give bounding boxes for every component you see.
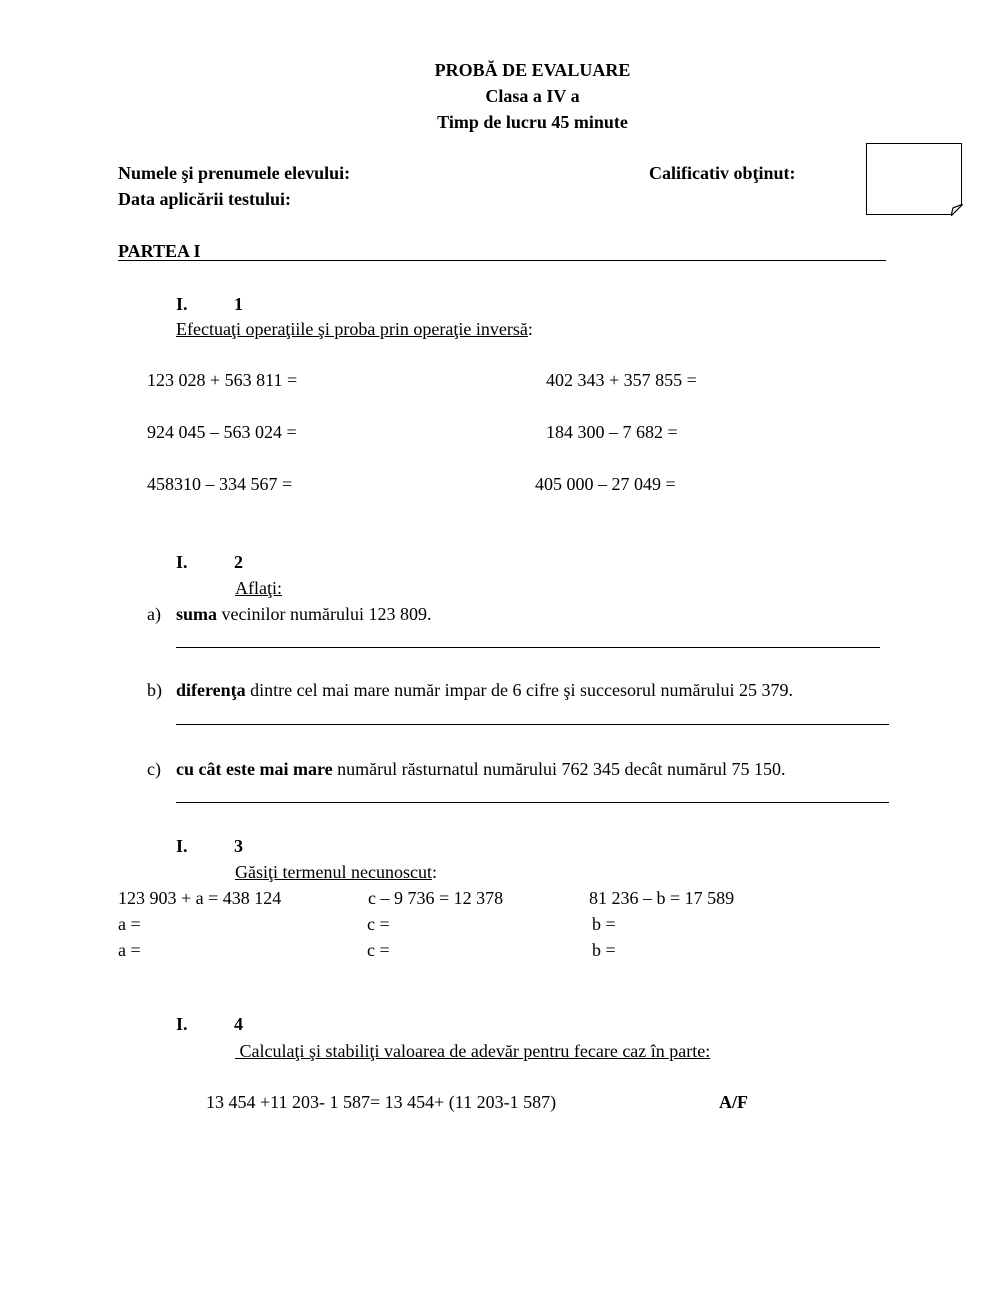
ex1-operation: 184 300 – 7 682 = — [546, 422, 678, 442]
ex4-verdict: A/F — [719, 1092, 748, 1112]
page-curl-icon — [951, 204, 963, 216]
answer-line — [176, 724, 889, 725]
ex2-item-text — [176, 758, 786, 780]
ex4-instruction: Calculaţi şi stabiliţi valoarea de adevăr pentru fecare caz în parte: — [235, 1041, 711, 1061]
ex4-number: 4 — [234, 1014, 243, 1034]
ex2-item-text — [176, 679, 793, 701]
ex1-operation: 458310 – 334 567 = — [147, 474, 293, 494]
part-heading: PARTEA I — [118, 241, 201, 261]
ex3-instruction-colon: : — [431, 862, 437, 882]
ex3-answer: a = — [118, 914, 141, 934]
grade-label: Calificativ obţinut: — [649, 163, 796, 183]
ex1-instruction-colon: : — [527, 319, 533, 339]
ex3-answer: b = — [592, 940, 616, 960]
ex3-answer: c = — [367, 940, 390, 960]
ex2-number: 2 — [234, 552, 243, 572]
ex2-item-rest: dintre cel mai mare număr impar de 6 cifre şi succesorul numărului 25 379. — [245, 680, 793, 700]
ex2-item-rest: vecinilor numărului 123 809. — [217, 604, 432, 624]
ex2-item-keyword: suma — [176, 604, 218, 624]
ex3-equation: 81 236 – b = 17 589 — [589, 888, 735, 908]
ex1-numeral: I. — [176, 294, 188, 314]
ex3-answer: b = — [592, 914, 616, 934]
ex3-instruction-text: Găsiţi termenul necunoscut — [235, 862, 432, 882]
ex2-item-rest: numărul răsturnatul numărului 762 345 decât numărul 75 150. — [332, 759, 786, 779]
ex2-numeral: I. — [176, 552, 188, 572]
ex3-instruction — [235, 861, 437, 883]
ex2-item-text — [176, 603, 431, 625]
ex2-item-letter: b) — [147, 680, 162, 700]
ex2-item-keyword: diferenţa — [176, 680, 246, 700]
ex4-numeral: I. — [176, 1014, 188, 1034]
ex1-operation: 405 000 – 27 049 = — [535, 474, 676, 494]
ex2-item-keyword: cu cât este mai mare — [176, 759, 333, 779]
time-label: Timp de lucru 45 minute — [437, 112, 628, 132]
test-date-label: Data aplicării testului: — [118, 189, 291, 209]
answer-line — [176, 802, 889, 803]
ex1-operation: 924 045 – 563 024 = — [147, 422, 297, 442]
ex3-answer: a = — [118, 940, 141, 960]
ex1-operation: 402 343 + 357 855 = — [546, 370, 697, 390]
ex3-equation: 123 903 + a = 438 124 — [118, 888, 282, 908]
ex2-instruction: Aflaţi: — [235, 578, 282, 598]
answer-line — [176, 647, 880, 648]
ex3-number: 3 — [234, 836, 243, 856]
ex1-instruction-text: Efectuaţi operaţiile şi proba prin operaţie inversă — [176, 319, 528, 339]
ex4-expression: 13 454 +11 203- 1 587= 13 454+ (11 203-1 587) — [206, 1092, 557, 1112]
ex1-number: 1 — [234, 294, 243, 314]
ex3-numeral: I. — [176, 836, 188, 856]
ex1-operation: 123 028 + 563 811 = — [147, 370, 298, 390]
ex3-answer: c = — [367, 914, 390, 934]
part-heading-rule — [118, 260, 886, 261]
page-title: PROBĂ DE EVALUARE — [434, 60, 631, 80]
ex2-item-letter: a) — [147, 604, 161, 624]
ex2-item-letter: c) — [147, 759, 161, 779]
student-name-label: Numele şi prenumele elevului: — [118, 163, 351, 183]
ex1-instruction — [176, 318, 533, 340]
grade-box — [866, 143, 962, 215]
class-label: Clasa a IV a — [485, 86, 580, 106]
ex3-equation: c – 9 736 = 12 378 — [368, 888, 504, 908]
